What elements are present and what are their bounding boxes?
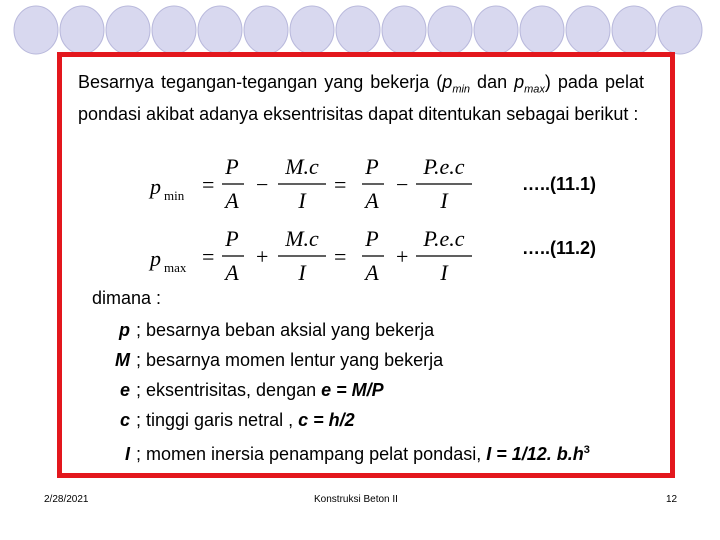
equals-sign: = [334,244,347,269]
definition-text: ; momen inersia penampang pelat pondasi, [136,444,487,464]
intro-rest: ) pada pelat pondasi akibat adanya eksentrisitas dapat ditentukan sebagai berikut : [78,72,644,124]
dimana-label: dimana : [92,288,162,308]
fraction-num: P [365,226,379,251]
definitions-list [110,318,590,468]
definition-formula: I = 1/12. b.h [486,444,584,464]
ring-circle [474,6,518,54]
ring-circle [152,6,196,54]
fraction-den: A [365,260,379,285]
equals-sign: = [334,172,347,197]
fraction-num: P.e.c [423,154,465,179]
eq-lhs: p [150,174,161,199]
definition-superscript: 3 [583,444,590,456]
operator: − [256,172,269,197]
definition-symbol: M [115,350,130,370]
footer-page-number: 12 [666,494,678,505]
definition-symbol: e [119,380,130,400]
ring-circle [336,6,380,54]
ring-circle [658,6,702,54]
ring-circle [60,6,104,54]
fraction-num: P [225,226,239,251]
sub-max: max [524,83,545,96]
sub-min: min [452,83,471,96]
ring-circle [382,6,426,54]
equation-pmin [142,150,482,218]
fraction-num: M.c [285,154,319,179]
equation-pmax [142,222,482,290]
ring-circle [520,6,564,54]
fraction-den: I [298,188,306,213]
footer-title: Konstruksi Beton II [314,494,398,505]
definition-symbol: c [119,410,130,430]
definition-formula: c = h/2 [298,410,355,430]
fraction-den: A [225,260,239,285]
definition-row [110,438,590,468]
definition-row [110,408,590,438]
equation-label-11-2: …..(11.2) [522,238,597,258]
ring-circle [14,6,58,54]
definition-symbol: I [124,444,130,464]
definition-symbol: p [119,320,130,340]
fraction-den: I [298,260,306,285]
fraction-den: I [440,188,448,213]
fraction-den: A [365,188,379,213]
fraction-num: P [365,154,379,179]
fraction-den: A [225,188,239,213]
eq-lhs: p [150,246,161,271]
definition-text: ; tinggi garis netral , [136,410,299,430]
definition-row [110,378,590,408]
operator: − [396,172,409,197]
footer-date: 2/28/2021 [44,494,89,505]
ring-circle [106,6,150,54]
eq-lhs-sub: min [164,188,185,203]
intro-mid: dan [470,72,515,92]
symbol-p: p [442,72,453,92]
ring-circle [198,6,242,54]
definition-row [110,348,590,378]
ring-circle [612,6,656,54]
ring-circle [244,6,288,54]
equation-label-11-1: …..(11.1) [522,174,597,194]
definition-text: ; besarnya momen lentur yang bekerja [136,350,444,370]
ring-circle [290,6,334,54]
symbol-p: p [514,72,525,92]
ring-circle [428,6,472,54]
definition-formula: e = M/P [321,380,384,400]
equals-sign: = [202,244,215,269]
intro-paragraph [78,70,644,126]
fraction-num: P [225,154,239,179]
definition-row [110,318,590,348]
definition-text: ; besarnya beban aksial yang bekerja [136,320,435,340]
fraction-num: M.c [285,226,319,251]
equals-sign: = [202,172,215,197]
fraction-den: I [440,260,448,285]
definition-text: ; eksentrisitas, dengan [136,380,322,400]
operator: + [256,244,269,269]
intro-lead: Besarnya tegangan-tegangan yang bekerja ( [78,72,443,92]
fraction-num: P.e.c [423,226,465,251]
ring-circle [566,6,610,54]
operator: + [396,244,409,269]
eq-lhs-sub: max [164,260,187,275]
